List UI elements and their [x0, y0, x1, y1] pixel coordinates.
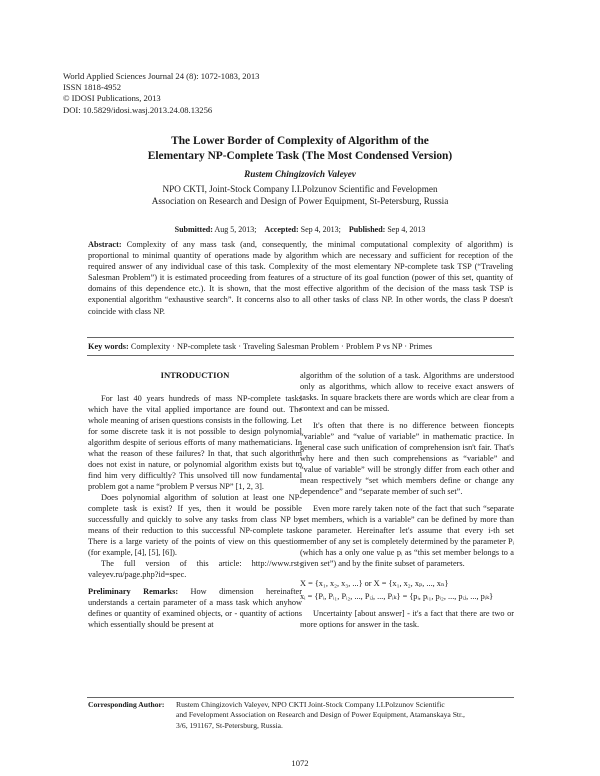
title-line-2: Elementary NP-Complete Task (The Most Condensed Version) — [147, 150, 453, 162]
keywords-label: Key words: — [88, 342, 129, 351]
affiliation-line-1: NPO CKTI, Joint-Stock Company I.I.Polzunov Scientific and Fevelopmen — [162, 184, 438, 194]
corresponding-author-line-3: 3/6, 191167, St-Petersburg, Russia. — [176, 720, 283, 730]
preliminary-remarks — [88, 586, 302, 630]
intro-paragraph-1: For last 40 years hundreds of mass NP-complete tasks which have the vital applied importance are found out. The whole meaning of arisen questions consists in the following. Let for some discrete task it is not possible to design polynomial algorithm despite of serious efforts of many mathematicians. In what the reason of these failures? In that, that such algorithm does not exist in nature, or polynomial algorithm exists but to find him very difficultly? This unsolved till now fundamental problem got a name “problem P versus NP” [1, 2, 3]. — [88, 394, 302, 491]
page-number: 1072 — [291, 758, 309, 768]
submitted-label: Submitted: — [174, 225, 213, 234]
abstract-label: Abstract: — [88, 240, 122, 249]
member-definition-equation: xᵢ = {Pᵢ, Pᵢ₁, Pᵢ₂, ..., Pᵢⱼ, ..., Pᵢₖ} = {pᵢ, pᵢ₁, pᵢ₂, ..., pᵢⱼ, ..., pᵢₖ} — [300, 592, 494, 601]
published-date: Sep 4, 2013 — [387, 225, 426, 234]
copyright: © IDOSI Publications, 2013 — [63, 93, 161, 104]
corresponding-author — [88, 700, 518, 731]
paper-title — [60, 134, 540, 164]
keywords-top-rule — [87, 337, 514, 338]
journal-header — [63, 71, 259, 116]
title-line-1: The Lower Border of Complexity of Algorithm of the — [171, 135, 429, 147]
accepted-label: Accepted: — [264, 225, 299, 234]
intro-paragraph-2: Does polynomial algorithm of solution at least one NP-complete task is exist? If yes, then it would be possible successfully and quickly to solve any tasks from class NP by means of their reduction to this successful NP-complete task. There is a large variety of the points of view on this question (for example, [4], [5], [6]). — [88, 493, 302, 557]
corresponding-author-line-1: Rustem Chingizovich Valeyev, NPO CKTI Joint-Stock Company I.I.Polzunov Scientific — [176, 700, 445, 709]
keywords-text: Complexity · NP-complete task · Traveling Salesman Problem · Problem P vs NP · Primes — [130, 342, 433, 351]
preliminary-remarks-text: How dimension hereinafter understands a certain parameter of a mass task which anyhow defines or quantity of examined objects, or - quantity of actions which essentially should be present at — [88, 587, 302, 629]
author-name: Rustem Chingizovich Valeyev — [244, 169, 356, 179]
right-paragraph-4: Uncertainty [about answer] - it's a fact that there are two or more options for answer in the task. — [300, 609, 514, 629]
doi: DOI: 10.5829/idosi.wasj.2013.24.08.13256 — [63, 104, 213, 115]
right-column — [300, 370, 514, 630]
keywords — [88, 342, 513, 351]
right-paragraph-1: algorithm of the solution of a task. Algorithms are understood only as algorithms, which allow to receive exact answers of tasks. In square brackets there are words which are clear from a context and can be missed. — [300, 371, 514, 413]
left-column — [88, 370, 302, 630]
corresponding-author-line-2: and Fevelopment Association on Research and Design of Power Equipment, Atamanskaya Str., — [176, 710, 465, 720]
keywords-bottom-rule — [87, 355, 514, 356]
abstract-text: Complexity of any mass task (and, consequently, the minimal computational complexity of algorithm) is proportional to minimal quantity of operations made by algorithm which are necessary and sufficient for reception of the required answer of any individual case of this task. Complexity of the most elementary NP-complete task TSP (“Traveling Salesman Problem”) it is estimated proceeding from features of a structure of its goal function (power of this set, quantity of domains of this dependence etc.). It is shown, that the most effective algorithm of the decision of the mass task TSP is exponential algorithm “exhaustive search”. It concerns also to all other tasks of class NP. In other words, the class P doesn't coincide with class NP. — [88, 240, 513, 316]
published-label: Published: — [348, 225, 386, 234]
preliminary-remarks-label: Preliminary Remarks: — [88, 587, 179, 596]
intro-paragraph-3: The full version of this article: http://www.rst-valeyev.ru/page.php?id=spec. — [88, 559, 302, 579]
section-heading-introduction: INTRODUCTION — [160, 370, 230, 380]
footer-rule — [87, 697, 514, 698]
set-definition-equation: X = {x₁, x₂, x₃, ...} or X = {x₁, x₂, xₚ, ..., xₙ} — [300, 579, 449, 588]
issn: ISSN 1818-4952 — [63, 82, 122, 93]
accepted-date: Sep 4, 2013; — [300, 225, 341, 234]
publication-dates — [60, 225, 540, 234]
abstract — [88, 239, 513, 317]
corresponding-author-label: Corresponding Author: — [88, 700, 165, 709]
affiliation — [60, 183, 540, 207]
affiliation-line-2: Association on Research and Design of Power Equipment, St-Petersburg, Russia — [151, 196, 449, 206]
right-paragraph-2: It's often that there is no difference between fioncepts “variable” and “value of variable” in mathematic practice. In general case such unification of comprehension isn't fair. That's why here and then such comprehensions as “variable” and “value of variable” will be strongly differ from each other and mean respectively “set which members define or change any dependence” and “separate member of such set”. — [300, 421, 514, 496]
right-paragraph-3: Even more rarely taken note of the fact that such “separate set members, which is a variable” can be defined by more than one parameter. Hereinafter let's assume that every i-th set member of any set is completely determined by the parameter Pᵢ (which has a only one value pᵢ as “this set member belongs to a given set”) and by the finite subset of parameters. — [300, 504, 514, 568]
journal-citation: World Applied Sciences Journal 24 (8): 1072-1083, 2013 — [63, 71, 260, 81]
submitted-date: Aug 5, 2013; — [214, 225, 257, 234]
